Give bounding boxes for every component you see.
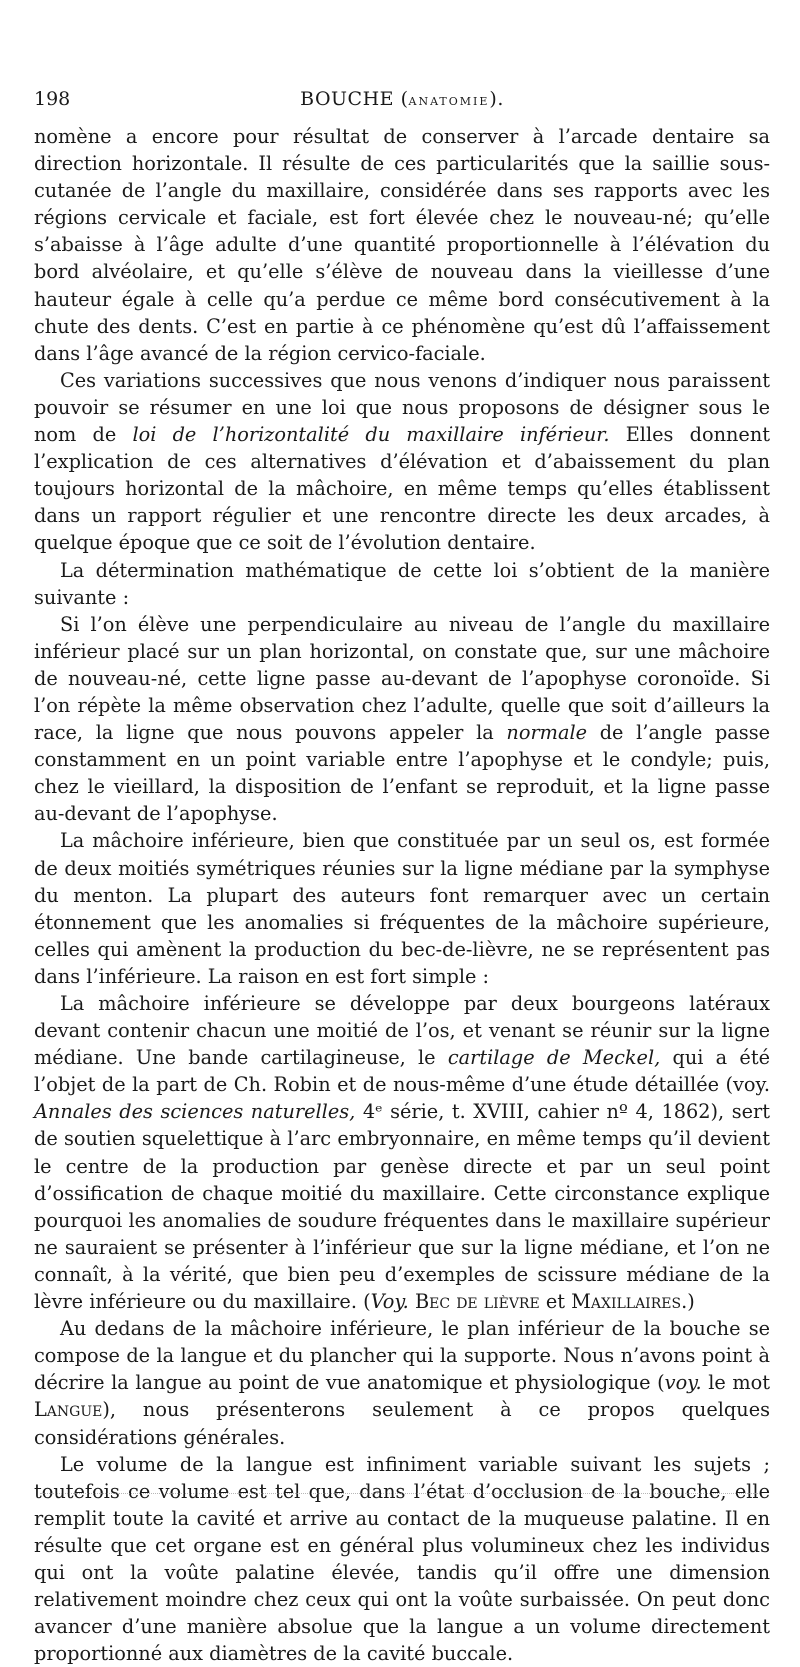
paragraph-8: Le volume de la langue est infiniment variable suivant les sujets ; toutefois ce volume est tel que, dans l’état d’occlusion de la bouche, elle remplit toute la cavité et arrive au contact de la muqueuse palatine. Il en résulte que cet organe est en général plus volumineux chez les individus qui ont la voûte palatine élevée, tandis qu’il offre une dimension relativement moindre chez ceux qui ont la voûte surbaissée. On peut donc avancer d’une manière absolue que la langue a un volume directement proportionné aux diamètres de la cavité buccale. <box>34 1452 770 1666</box>
voy-italic: Voy. <box>370 1290 409 1314</box>
paragraph-5: La mâchoire inférieure, bien que constituée par un seul os, est formée de deux moitiés symétriques réunies sur la ligne médiane par la symphyse du menton. La plupart des auteurs font remarquer avec un certain étonnement que les anomalies si fréquentes de la mâchoire supérieure, celles qui amènent la production du bec-de-lièvre, ne se représentent pas dans l’inférieure. La raison en est fort simple : <box>34 829 770 988</box>
paragraph-6 <box>34 990 770 1315</box>
paragraph-6-et: et <box>539 1290 572 1314</box>
paragraph-7 <box>34 1315 770 1450</box>
paragraph-2-text-b: Elles donnent l’explication de ces alternatives d’élévation et d’abaissement du plan toujours horizontal de la mâchoire, en même temps qu’elles établissent dans un rapport régulier et une rencontre directe les deux arcades, à quelque époque que ce soit de l’évolution dentaire. <box>34 423 770 555</box>
running-title-open: ( <box>400 88 409 110</box>
page-number: 198 <box>34 88 71 110</box>
cross-ref-maxillaires: Maxillaires <box>571 1290 682 1314</box>
paragraph-4-text-a: Si l’on élève une perpendiculaire au niveau de l’angle du maxillaire inférieur placé sur un plan horizontal, on constate que, sur une mâchoire de nouveau-né, cette ligne passe au-devant de l’apophyse coronoïde. Si l’on répète la même observation chez l’adulte, quelle que soit d’ailleurs la race, la ligne que nous pouvons appeler la <box>34 612 770 745</box>
law-name-italic: loi de l’horizontalité du maxillaire inférieur. <box>132 423 610 447</box>
running-title-close: ). <box>489 88 504 110</box>
voy-italic-2: voy. <box>664 1371 702 1395</box>
paragraph-7-text-b: le mot <box>701 1371 770 1395</box>
paragraph-1: nomène a encore pour résultat de conserver à l’arcade dentaire sa direction horizontale. Il résulte de ces particularités que la saillie sous-cutanée de l’angle du maxillaire, considérée dans ses rapports avec les régions cervicale et faciale, est fort élevée chez le nouveau-né; qu’elle s’abaisse à l’âge adulte d’une quantité proportionnelle à l’élévation du bord alvéolaire, et qu’elle s’élève de nouveau dans la vieillesse d’une hauteur égale à celle qu’a perdue ce même bord consécutivement à la chute des dents. C’est en partie à ce phénomène qu’est dû l’affaissement dans l’âge avancé de la région cervico-faciale. <box>34 125 770 365</box>
paragraph-6-text-a: La mâchoire inférieure se développe par deux bourgeons latéraux devant contenir chacun une moitié de l’os, et venant se réunir sur la ligne médiane. Une bande cartilagineuse, le <box>34 992 770 1070</box>
paragraph-2 <box>34 367 770 557</box>
running-title-main: BOUCHE <box>300 88 395 110</box>
annales-title-italic: Annales des sciences naturelles, <box>34 1100 356 1124</box>
paragraph-6-text-b: qui a été l’objet de la part de Ch. Robin et de nous-même d’une étude détaillée (voy. <box>34 1046 770 1097</box>
paragraph-2-text-a: Ces variations successives que nous venons d’indiquer nous paraissent pouvoir se résumer en une loi que nous proposons de désigner sous le nom de <box>34 368 770 447</box>
body-text <box>34 123 770 1667</box>
paragraph-6-text-c: 4ᵉ série, t. XVIII, cahier nº 4, 1862), sert de soutien squelettique à l’arc embryonnaire, en même temps qu’il devient le centre de la production par genèse directe et par un seul point d’ossification de chaque moitié du maxillaire. Cette circonstance explique pourquoi les anomalies de soudure fréquentes dans le maxillaire supérieur ne sauraient se présenter à l’inférieur que sur la ligne médiane, et l’on ne connaît, à la vérité, que bien peu d’exemples de scissure médiane de la lèvre inférieure ou du maxillaire. ( <box>34 1100 771 1314</box>
cross-ref-bec-de-lievre: Bec de lièvre <box>414 1290 540 1314</box>
running-title-sub: anatomie <box>408 90 490 109</box>
paragraph-6-end: .) <box>681 1290 695 1314</box>
running-head <box>34 88 770 116</box>
paragraph-4 <box>34 611 770 828</box>
meckel-cartilage-italic: cartilage de Meckel, <box>447 1046 661 1070</box>
bottom-print-rule <box>40 1493 760 1494</box>
paragraph-4-text-b: de l’angle passe constamment en un point variable entre l’apophyse et le condyle; puis, chez le vieillard, la disposition de l’enfant se reproduit, et la ligne passe au-devant de l’apophyse. <box>34 721 770 826</box>
paragraph-7-text-c: ), nous présenterons seulement à ce propos quelques considérations générales. <box>34 1398 770 1449</box>
paragraph-3: La détermination mathématique de cette loi s’obtient de la manière suivante : <box>34 558 770 609</box>
paragraph-7-text-a: Au dedans de la mâchoire inférieure, le plan inférieur de la bouche se compose de la langue et du plancher qui la supporte. Nous n’avons point à décrire la langue au point de vue anatomique et physiologique ( <box>34 1317 770 1395</box>
cross-ref-langue: Langue <box>34 1398 103 1422</box>
running-title <box>34 88 770 110</box>
normale-italic: normale <box>506 721 588 745</box>
